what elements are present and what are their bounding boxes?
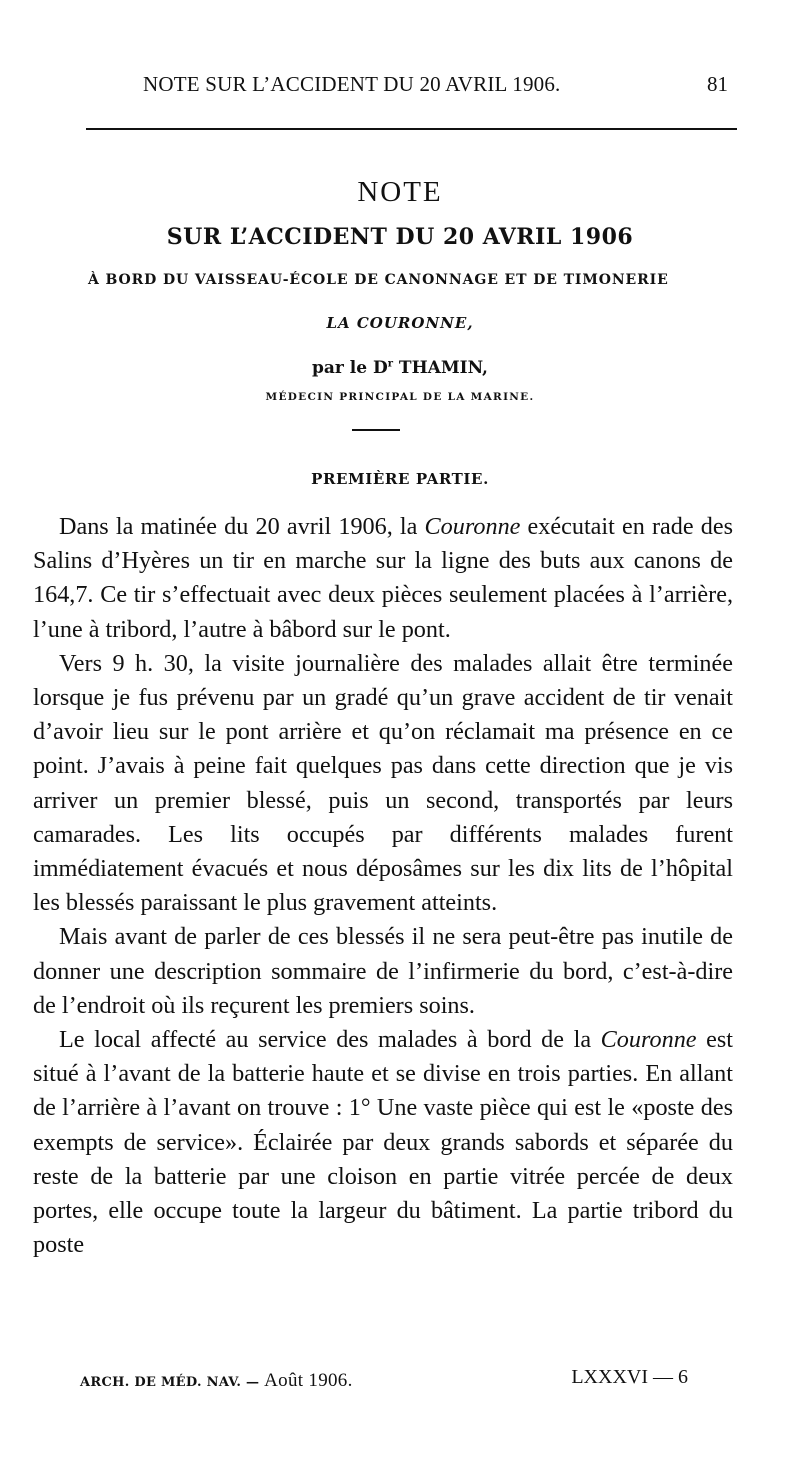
title-separator-rule <box>352 429 400 431</box>
journal-name: ARCH. DE MÉD. NAV. — <box>80 1375 265 1390</box>
title-note: NOTE <box>357 176 443 208</box>
ship-name: LA COURONNE, <box>326 314 474 332</box>
author-title-sup: r <box>387 358 394 370</box>
body-text <box>33 510 733 1262</box>
paragraph <box>33 510 733 647</box>
title-vessel: À BORD DU VAISSEAU-ÉCOLE DE CANONNAGE ET DE TIMONERIE <box>88 272 669 288</box>
section-heading: PREMIÈRE PARTIE. <box>311 470 489 488</box>
paragraph-text: Le local affecté au service des malades à bord de la <box>59 1026 601 1054</box>
author-line <box>0 358 800 378</box>
paragraph: Vers 9 h. 30, la visite journalière des malades allait être terminée lorsque je fus prévenu par un gradé qu’un grave accident de tir venait d’avoir lieu sur le pont arrière et qu’on réclamait ma présence en ce point. J’avais à peine fait quelques pas dans cette direction que je vis arriver un premier blessé, puis un second, transportés par leurs camarades. Les lits occupés par différents malades furent immédiatement évacués et nous déposâmes sur les dix lits de l’hôpital les blessés paraissant le plus gravement atteints. <box>33 649 733 917</box>
paragraph-text: exécutait en rade des Salins d’Hyères un tir en marche sur la ligne des buts aux canons de 164,7. Ce tir s’effectuait avec deux pièces seulement placées à l’arrière, l’une à tribord, l’autre à bâbord sur le pont. <box>33 513 734 643</box>
ship-name-italic: Couronne <box>424 513 521 540</box>
paragraph: Mais avant de parler de ces blessés il ne sera peut-être pas inutile de donner une description sommaire de l’infirmerie du bord, c’est-à-dire de l’endroit où ils reçurent les premiers soins. <box>33 923 733 1019</box>
paragraph-text: est situé à l’avant de la batterie haute et se divise en trois parties. En allant de l’arrière à l’avant on trouve : 1° Une vaste pièce qui est le «poste des exempts de service». Éclairée par deux grands sabords et séparée du reste de la batterie par une cloison en partie vitrée percée de deux portes, elle occupe toute la largeur du bâtiment. La partie tribord du poste <box>33 1026 734 1259</box>
paragraph <box>33 1023 733 1262</box>
running-title: NOTE SUR L’ACCIDENT DU 20 AVRIL 1906. <box>143 72 561 96</box>
page-number: 81 <box>707 72 728 96</box>
author-prefix: par le D <box>312 358 388 378</box>
page-footer <box>80 1366 740 1392</box>
author-role: MÉDECIN PRINCIPAL DE LA MARINE. <box>265 391 535 403</box>
signature-mark: LXXXVI — 6 <box>571 1366 688 1388</box>
issue-date: Août 1906. <box>264 1370 353 1391</box>
header-rule <box>86 128 737 130</box>
footer-journal <box>80 1370 353 1392</box>
ship-name-italic: Couronne <box>600 1026 697 1054</box>
paragraph-text: Dans la matinée du 20 avril 1906, la <box>59 513 425 540</box>
title-subject: SUR L’ACCIDENT DU 20 AVRIL 1906 <box>166 224 634 250</box>
author-name: THAMIN, <box>393 358 488 378</box>
